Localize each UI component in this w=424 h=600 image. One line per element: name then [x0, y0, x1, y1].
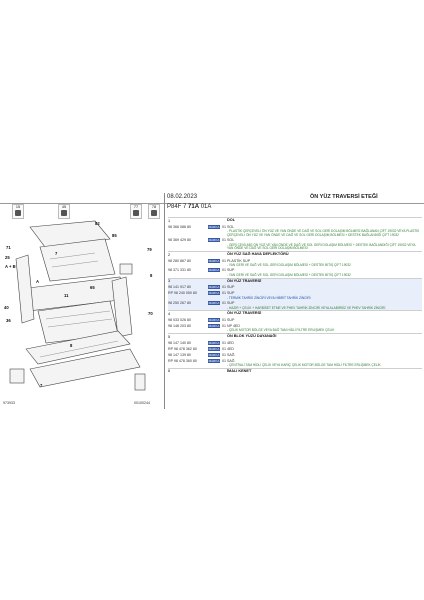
part-number: 98 371 331 80 — [168, 268, 191, 273]
part-number: 98 366 086 80 — [168, 224, 191, 229]
sheet-title: ÖN YÜZ TRAVERSİ ETEĞİ — [310, 194, 378, 200]
part-group-name: İMALI KENET — [227, 368, 252, 373]
callout-label: 40 — [4, 305, 9, 310]
part-side: SUP — [227, 268, 235, 273]
brand-badge: MARKA — [208, 301, 220, 306]
part-group-name: ÖN YÜZ TRAVERSİ — [227, 311, 262, 316]
part-index: 3 — [168, 279, 171, 284]
brand-badge: MARKA — [208, 224, 220, 229]
callout-label: 7 — [40, 383, 43, 388]
part-side: SAĞ — [227, 358, 235, 363]
part-index: 5 — [168, 334, 171, 339]
part-number: RP 98 478 362 80 — [168, 346, 197, 351]
part-quantity: 01 — [222, 301, 226, 306]
part-index: 1 — [168, 218, 171, 223]
brand-badge: MARKA — [208, 352, 220, 357]
part-description: - YAN GERİ VE SAĞ VE SOL GERİ DOLAŞIM BÖLMESİ + DESTEK BİTİŞ ÇİFT 19032 — [227, 263, 351, 268]
callout-label: 25 — [5, 255, 10, 260]
part-quantity: 01 — [222, 238, 226, 243]
parts-row[interactable] — [168, 251, 422, 278]
catalog-sheet — [0, 193, 424, 409]
brand-badge: MARKA — [208, 291, 220, 296]
part-group-header — [168, 369, 422, 375]
part-group-name: ÖN YÜZ SAĞ HAVA DEFLEKTÖRÜ — [227, 252, 289, 257]
part-quantity: 01 — [222, 317, 226, 322]
part-description: - YAN GERİ VE SAĞ VE SOL GERİ DOLAŞIM BÖLMESİ + DESTEK BİTİŞ ÇİFT 19032 — [227, 272, 351, 277]
sensor-bracket — [120, 264, 132, 274]
part-quantity: 01 — [222, 268, 226, 273]
callout-label: 82 — [95, 221, 100, 226]
callout-label: 65 — [90, 285, 95, 290]
part-quantity: 01 — [222, 285, 226, 290]
part-side: 4ED — [227, 346, 234, 351]
part-number: RP 98 478 360 80 — [168, 358, 197, 363]
part-number: 98 141 917 80 — [168, 285, 191, 290]
part-quantity: 01 — [222, 224, 226, 229]
callout-label: 8 — [150, 273, 153, 278]
callout-label: A — [36, 279, 40, 284]
part-side: SAĞ — [227, 352, 235, 357]
callout-label: 36 — [6, 318, 11, 323]
part-description: - HAZIR + ÇELİK + HARBİSET ETME VE PHEV TAHRİK ZİNCİRİ VEYA ALABİRSİZ VE PHEV TAHRİK ZİNCİRİ — [227, 305, 386, 310]
part-quantity: 01 — [222, 323, 226, 328]
callout-label: 7 — [55, 251, 58, 256]
part-index: 2 — [168, 252, 171, 257]
brand-badge: MARKA — [208, 317, 220, 322]
callout-label: A + B — [5, 264, 16, 269]
brand-badge: MARKA — [208, 268, 220, 273]
screw-icon — [61, 210, 67, 216]
brand-badge: MARKA — [208, 358, 220, 363]
part-quantity: 01 — [222, 258, 226, 263]
part-description: - GERİ ÇEVİLMİŞ ÖN YÜZ VE YAN ÖNDE VE DAĞ VE SOL GERİ DOLAŞIM BÖLMESİ + DESTEK BAĞLANDIĞI ÇİFT 19032 VEYA YAN ÖNDE VE DAĞ VE SOL GERİ DOLAŞIM BÖLMESİ — [227, 242, 416, 251]
part-number: 98 280 867 80 — [168, 258, 191, 263]
part-description: - TERMİK TAHRİK ZİNCİRİ VEYA HİBRİT TAHRİK ZİNCİRİ — [227, 295, 311, 300]
thumbnail-45: 45 — [58, 204, 70, 219]
part-side: SUP — [227, 285, 235, 290]
exploded-parts-drawing — [0, 219, 164, 409]
part-side: SOL — [227, 238, 235, 243]
fastener-thumbnails — [0, 204, 164, 218]
part-group-name: ÖN YÜZ TRAVERSİ — [227, 278, 262, 283]
left-side-deflector — [16, 255, 34, 323]
brand-badge: MARKA — [208, 340, 220, 345]
part-quantity: 01 — [222, 291, 226, 296]
part-quantity: 01 — [222, 358, 226, 363]
part-description: - PLASTİK ÇERÇEVELİ ÖN YÜZ VE YAN ÖNDE VE DAĞ VE SOL GERİ DOLAŞIM BÖLMESİ BAĞLANAN ÇİFT 19032 VEYA PLASTİK ÇERÇEVELİ ÖN YÜZ VE YAN ÖNDE VE DAĞ VE SOL GERİ DOLAŞIM BÖLMESİ + DESTEK BAĞLANDIĞI ÇİFT 19032 — [227, 229, 420, 237]
parts-row[interactable] — [168, 278, 422, 311]
thumbnail-78: 78 — [148, 204, 160, 219]
part-quantity: 01 — [222, 340, 226, 345]
exploded-diagram-panel — [0, 193, 165, 409]
part-side: PLASTİK SUP — [227, 258, 251, 263]
part-side: 4ED — [227, 340, 234, 345]
nut-icon — [133, 210, 139, 216]
part-side: SUP — [227, 301, 235, 306]
callout-label: 85 — [112, 233, 117, 238]
brand-badge: MARKA — [208, 258, 220, 263]
mount-bracket-right — [135, 374, 145, 390]
parts-row[interactable] — [168, 310, 422, 333]
thumbnail-77: 77 — [130, 204, 142, 219]
parts-row[interactable] — [168, 333, 422, 368]
brand-badge: MARKA — [208, 346, 220, 351]
part-number: 98 033 026 80 — [168, 317, 191, 322]
brand-badge: MARKA — [208, 323, 220, 328]
part-index: 4 — [168, 311, 171, 316]
bolt-icon — [151, 210, 157, 216]
brand-badge: MARKA — [208, 238, 220, 243]
part-number: 98 147 140 80 — [168, 340, 191, 345]
part-description: - ÇENTRALİ TAM HİDLİ ÇELİK VEYA HARİÇ ÇELİK MOTOR BÖLGE TAM HİDLİ FİLTRE ERLİŞMEK ÇELİK — [227, 363, 381, 368]
callout-label: 79 — [147, 247, 152, 252]
part-group-name: ÖN BLOK YÜZÜ DAYANAĞI — [227, 334, 277, 339]
sheet-date: 08.02.2023 — [167, 194, 198, 200]
part-index: 6 — [168, 369, 171, 374]
part-side: NP 4ED — [227, 323, 240, 328]
clip-icon — [15, 210, 21, 216]
callout-label: 70 — [148, 311, 153, 316]
part-group-name: DOL — [227, 218, 236, 222]
diagram-code-left: 973933 — [3, 401, 15, 405]
part-side: SUP — [227, 291, 235, 296]
callout-label: 71 — [6, 245, 11, 250]
part-side: SOL — [227, 224, 235, 229]
thumbnail-15: 15 — [12, 204, 24, 219]
mount-bracket-left — [10, 369, 24, 383]
parts-row[interactable] — [168, 368, 422, 375]
diagram-code-right: 00100244 — [134, 401, 150, 405]
part-number: 98 147 139 80 — [168, 352, 191, 357]
callout-label: 8 — [70, 343, 73, 348]
brand-badge: MARKA — [208, 285, 220, 290]
part-number: RP 98 240 050 80 — [168, 291, 197, 296]
part-description: - ÇELİK MOTOR BÖLGE VEYA BAĞ TAM HİDLİ FİLTRE ERLİŞMEK ÇELİK — [227, 328, 335, 333]
parts-list — [168, 217, 422, 375]
callout-label: 11 — [64, 293, 69, 298]
part-quantity: 01 — [222, 346, 226, 351]
parts-row[interactable] — [168, 217, 422, 251]
part-number: 98 148 203 80 — [168, 323, 191, 328]
part-side: SUP — [227, 317, 235, 322]
part-number: 98 369 429 80 — [168, 238, 191, 243]
part-quantity: 01 — [222, 352, 226, 357]
sheet-reference: P84F 7 71A 01A — [167, 204, 212, 210]
part-number: 98 250 267 80 — [168, 301, 191, 306]
